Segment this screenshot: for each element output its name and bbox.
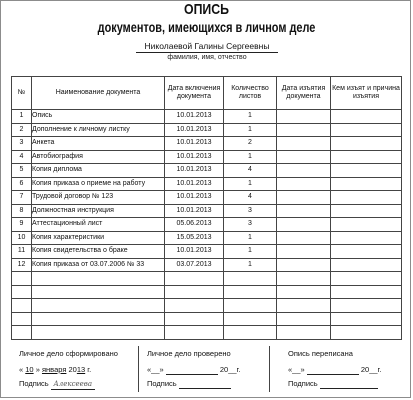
cell-sheet-count [224, 272, 277, 286]
cell-removed-by [331, 258, 402, 272]
cell-document-name: Копия приказа от 03.07.2006 № 33 [32, 258, 165, 272]
formed-date-close-quote: » [35, 365, 40, 374]
cell-removed-by [331, 299, 402, 313]
cell-removal-date [277, 258, 331, 272]
checked-title: Личное дело проверено [147, 349, 231, 358]
table-header-row [12, 77, 402, 110]
table-row [12, 231, 402, 245]
cell-removal-date [277, 204, 331, 218]
cell-inclusion-date: 10.01.2013 [165, 137, 224, 151]
cell-removed-by [331, 150, 402, 164]
column-header-sheet-count: Количество листов [224, 77, 277, 110]
cell-inclusion-date: 15.05.2013 [165, 231, 224, 245]
formed-signature: Алексеева [51, 380, 95, 390]
table-row [12, 258, 402, 272]
cell-sheet-count: 1 [224, 123, 277, 137]
table-row [12, 245, 402, 259]
cell-removed-by [331, 164, 402, 178]
cell-document-name: Анкета [32, 137, 165, 151]
cell-document-name [32, 299, 165, 313]
cell-document-name [32, 285, 165, 299]
cell-number: 2 [12, 123, 32, 137]
cell-inclusion-date: 10.01.2013 [165, 164, 224, 178]
cell-removed-by [331, 272, 402, 286]
cell-document-name [32, 326, 165, 340]
table-row [12, 204, 402, 218]
cell-removal-date [277, 177, 331, 191]
cell-number: 5 [12, 164, 32, 178]
checked-sign-line [147, 379, 231, 389]
document-subtitle: документов, имеющихся в личном деле [97, 19, 316, 35]
table-row [12, 218, 402, 232]
cell-sheet-count: 1 [224, 231, 277, 245]
checked-sign-label: Подпись [147, 379, 177, 388]
cell-number [12, 312, 32, 326]
table-row [12, 110, 402, 124]
rewritten-date-text: «__» [288, 365, 305, 374]
cell-removal-date [277, 164, 331, 178]
cell-document-name [32, 312, 165, 326]
table-row [12, 164, 402, 178]
cell-number: 4 [12, 150, 32, 164]
cell-document-name: Должностная инструкция [32, 204, 165, 218]
column-header-number: № [12, 77, 32, 110]
cell-number [12, 326, 32, 340]
cell-document-name [32, 272, 165, 286]
cell-sheet-count: 1 [224, 258, 277, 272]
checked-year-text: 20__г. [219, 365, 241, 374]
cell-removal-date [277, 326, 331, 340]
cell-removed-by [331, 204, 402, 218]
cell-sheet-count [224, 285, 277, 299]
checked-signature-blank [179, 379, 231, 389]
checked-block [139, 346, 270, 392]
inventory-table [11, 76, 402, 340]
cell-inclusion-date: 10.01.2013 [165, 177, 224, 191]
cell-sheet-count: 1 [224, 150, 277, 164]
table-row [12, 191, 402, 205]
cell-sheet-count: 2 [224, 137, 277, 151]
formed-sign-label: Подпись [19, 379, 49, 388]
cell-number: 12 [12, 258, 32, 272]
cell-inclusion-date: 10.01.2013 [165, 245, 224, 259]
cell-number [12, 299, 32, 313]
cell-removal-date [277, 150, 331, 164]
cell-sheet-count: 4 [224, 164, 277, 178]
cell-removed-by [331, 326, 402, 340]
cell-inclusion-date [165, 312, 224, 326]
cell-removal-date [277, 137, 331, 151]
formed-year-prefix: 20 [68, 365, 77, 374]
checked-date [147, 365, 240, 375]
formed-year-suffix: г. [87, 365, 92, 374]
document-title: ОПИСЬ [184, 1, 229, 18]
cell-removed-by [331, 312, 402, 326]
cell-inclusion-date: 10.01.2013 [165, 123, 224, 137]
column-header-removal-date: Дата изъятия документа [277, 77, 331, 110]
cell-removal-date [277, 299, 331, 313]
cell-document-name: Копия приказа о приеме на работу [32, 177, 165, 191]
cell-sheet-count: 1 [224, 177, 277, 191]
cell-sheet-count: 1 [224, 110, 277, 124]
table-row [12, 326, 402, 340]
cell-removed-by [331, 218, 402, 232]
cell-sheet-count [224, 312, 277, 326]
formed-date [19, 365, 91, 374]
table-row [12, 285, 402, 299]
cell-number [12, 272, 32, 286]
cell-inclusion-date: 10.01.2013 [165, 150, 224, 164]
table-row [12, 312, 402, 326]
cell-inclusion-date [165, 326, 224, 340]
cell-removal-date [277, 285, 331, 299]
cell-number: 1 [12, 110, 32, 124]
cell-removal-date [277, 218, 331, 232]
cell-sheet-count: 3 [224, 204, 277, 218]
cell-removed-by [331, 137, 402, 151]
cell-removal-date [277, 245, 331, 259]
cell-inclusion-date [165, 272, 224, 286]
cell-sheet-count [224, 299, 277, 313]
column-header-inclusion-date: Дата включения документа [165, 77, 224, 110]
rewritten-month-blank [307, 365, 359, 375]
rewritten-year-text: 20__г. [360, 365, 382, 374]
table-row [12, 177, 402, 191]
cell-number: 10 [12, 231, 32, 245]
table-row [12, 150, 402, 164]
cell-removed-by [331, 231, 402, 245]
column-header-removed-by: Кем изъят и причина изъятия [331, 77, 402, 110]
cell-removal-date [277, 191, 331, 205]
cell-inclusion-date: 10.01.2013 [165, 204, 224, 218]
cell-removed-by [331, 177, 402, 191]
formed-day: 10 [25, 365, 34, 374]
checked-date-text: «__» [147, 365, 164, 374]
cell-sheet-count: 1 [224, 245, 277, 259]
formed-block [11, 346, 139, 392]
cell-inclusion-date [165, 285, 224, 299]
cell-removed-by [331, 245, 402, 259]
cell-removal-date [277, 231, 331, 245]
cell-number: 7 [12, 191, 32, 205]
cell-document-name: Копия характеристики [32, 231, 165, 245]
cell-document-name: Копия диплома [32, 164, 165, 178]
cell-document-name: Автобиография [32, 150, 165, 164]
rewritten-title: Опись переписана [288, 349, 353, 358]
column-header-document-name: Наименование документа [32, 77, 165, 110]
cell-number: 6 [12, 177, 32, 191]
table-row [12, 137, 402, 151]
owner-name: Николаевой Галины Сергеевны [136, 41, 278, 53]
formed-date-open-quote: « [19, 365, 24, 374]
cell-removal-date [277, 272, 331, 286]
cell-number [12, 285, 32, 299]
cell-removal-date [277, 123, 331, 137]
rewritten-date [288, 365, 381, 375]
cell-removed-by [331, 123, 402, 137]
formed-title: Личное дело сформировано [19, 349, 118, 358]
cell-removal-date [277, 312, 331, 326]
cell-inclusion-date [165, 299, 224, 313]
table-row [12, 299, 402, 313]
cell-inclusion-date: 10.01.2013 [165, 191, 224, 205]
cell-inclusion-date: 10.01.2013 [165, 110, 224, 124]
rewritten-block [270, 346, 401, 392]
formed-year: 13 [76, 365, 86, 374]
cell-document-name: Копия свидетельства о браке [32, 245, 165, 259]
cell-removed-by [331, 191, 402, 205]
cell-number: 9 [12, 218, 32, 232]
cell-document-name: Опись [32, 110, 165, 124]
rewritten-sign-line [288, 379, 378, 389]
owner-caption: фамилия, имя, отчество [167, 54, 247, 61]
formed-sign-line [19, 379, 95, 390]
cell-sheet-count [224, 326, 277, 340]
cell-document-name: Дополнение к личному листку [32, 123, 165, 137]
rewritten-sign-label: Подпись [288, 379, 318, 388]
table-row [12, 272, 402, 286]
rewritten-signature-blank [320, 379, 378, 389]
cell-inclusion-date: 03.07.2013 [165, 258, 224, 272]
cell-removed-by [331, 285, 402, 299]
cell-sheet-count: 4 [224, 191, 277, 205]
table-body [12, 110, 402, 340]
cell-removed-by [331, 110, 402, 124]
signature-section [11, 346, 401, 392]
checked-month-blank [166, 365, 218, 375]
table-row [12, 123, 402, 137]
cell-document-name: Аттестационный лист [32, 218, 165, 232]
cell-document-name: Трудовой договор № 123 [32, 191, 165, 205]
cell-number: 8 [12, 204, 32, 218]
cell-number: 11 [12, 245, 32, 259]
cell-removal-date [277, 110, 331, 124]
cell-number: 3 [12, 137, 32, 151]
formed-month: января [41, 365, 67, 374]
cell-sheet-count: 3 [224, 218, 277, 232]
cell-inclusion-date: 05.06.2013 [165, 218, 224, 232]
